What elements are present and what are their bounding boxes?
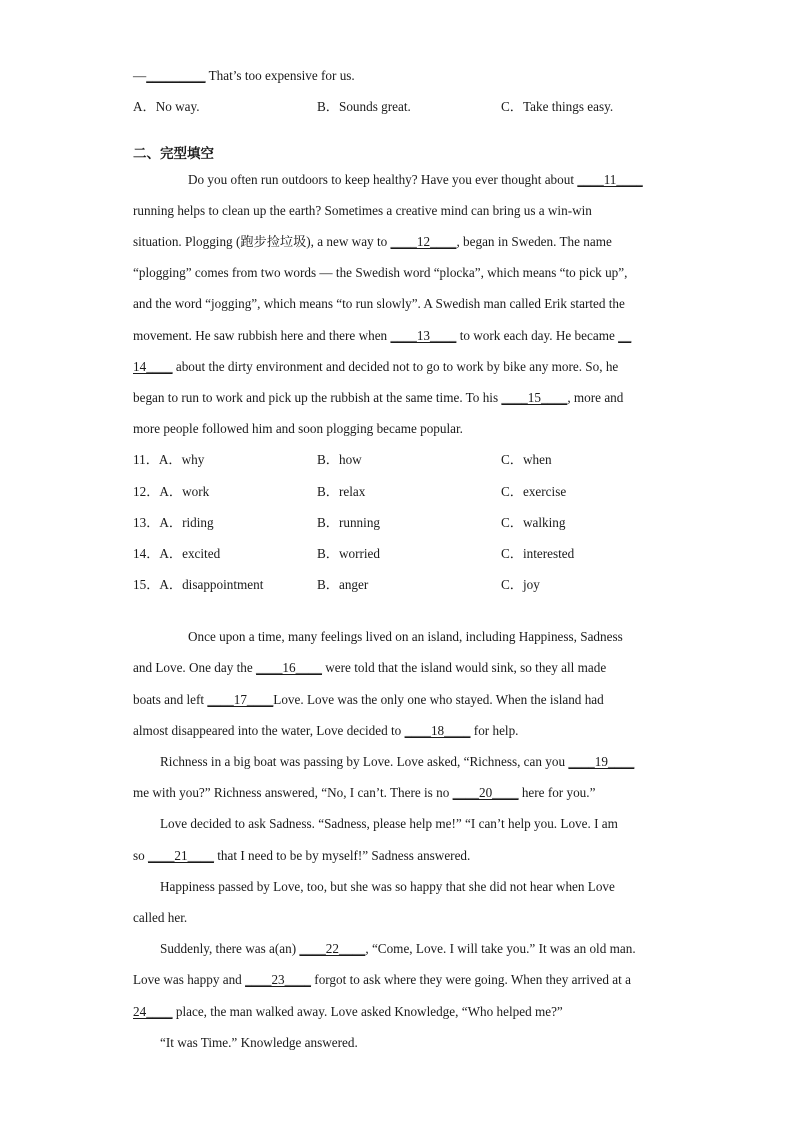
passage2-line: 24____ place, the man walked away. Love asked Knowledge, “Who helped me?” — [133, 1004, 563, 1019]
question-13-option-c: C．walking — [501, 515, 566, 530]
passage2-line: Happiness passed by Love, too, but she was so happy that she did not hear when Love — [160, 879, 615, 894]
passage1-line: running helps to clean up the earth? Sometimes a creative mind can bring us a win-win — [133, 203, 592, 218]
passage1-line: 14____ about the dirty environment and decided not to go to work by bike any more. So, he — [133, 359, 619, 374]
question-15-option-a: 15．A．disappointment — [133, 577, 264, 592]
option-c: C．Take things easy. — [501, 99, 614, 114]
question-15-option-c: C．joy — [501, 577, 540, 592]
question-13-option-a: 13．A．riding — [133, 515, 214, 530]
passage2-line: Richness in a big boat was passing by Love. Love asked, “Richness, can you ____19____ — [160, 754, 635, 769]
passage2-line: Love decided to ask Sadness. “Sadness, please help me!” “I can’t help you. Love. I am — [160, 816, 618, 831]
question-13-option-b: B．running — [317, 515, 381, 530]
section-title: 二、完型填空 — [133, 146, 214, 162]
answer-blank[interactable]: ____15____ — [501, 390, 568, 405]
question-12-option-b: B．relax — [317, 484, 366, 499]
passage2-line: almost disappeared into the water, Love decided to ____18____ for help. — [133, 723, 519, 738]
answer-blank[interactable]: ____11____ — [577, 172, 643, 187]
question-11-option-a: 11．A．why — [133, 452, 205, 467]
answer-blank[interactable]: __ — [618, 328, 632, 343]
question-14-option-b: B．worried — [317, 546, 380, 561]
passage1-line: “plogging” comes from two words — the Swedish word “plocka”, which means “to pick up”, — [133, 265, 628, 280]
passage2-line: boats and left ____17____Love. Love was the only one who stayed. When the island had — [133, 692, 604, 707]
answer-blank[interactable]: ____17____ — [207, 692, 274, 707]
passage2-line: Love was happy and ____23____ forgot to ask where they were going. When they arrived at a — [133, 972, 631, 987]
question-11-option-b: B．how — [317, 452, 362, 467]
answer-blank[interactable]: ____19____ — [568, 754, 635, 769]
passage2-line: Once upon a time, many feelings lived on an island, including Happiness, Sadness — [188, 629, 623, 644]
answer-blank[interactable]: 24____ — [133, 1004, 173, 1019]
answer-blank[interactable]: ____16____ — [256, 660, 322, 675]
option-a: A．No way. — [133, 99, 200, 114]
question-12-option-c: C．exercise — [501, 484, 567, 499]
passage1-line: movement. He saw rubbish here and there when ____13____ to work each day. He became __ — [133, 328, 632, 343]
answer-blank[interactable]: ____22____ — [299, 941, 366, 956]
passage1-line: began to run to work and pick up the rubbish at the same time. To his ____15____, more and — [133, 390, 624, 405]
passage2-line: so ____21____ that I need to be by myself!” Sadness answered. — [133, 848, 471, 863]
prev-question-stem: —_________ That’s too expensive for us. — [133, 68, 355, 83]
passage2-line: called her. — [133, 910, 188, 925]
answer-blank[interactable]: ____13____ — [390, 328, 457, 343]
passage2-line: and Love. One day the ____16____ were told that the island would sink, so they all made — [133, 660, 607, 675]
answer-blank[interactable]: ____20____ — [452, 785, 519, 800]
passage1-line: and the word “jogging”, which means “to run slowly”. A Swedish man called Erik started the — [133, 296, 625, 311]
passage1-line: Do you often run outdoors to keep healthy? Have you ever thought about ____11____ — [188, 172, 643, 187]
answer-blank[interactable]: 14____ — [133, 359, 173, 374]
answer-blank[interactable]: ____12____ — [390, 234, 457, 249]
question-11-option-c: C．when — [501, 452, 552, 467]
passage2-line: “It was Time.” Knowledge answered. — [160, 1035, 358, 1050]
question-15-option-b: B．anger — [317, 577, 369, 592]
passage2-line: Suddenly, there was a(an) ____22____, “Come, Love. I will take you.” It was an old man. — [160, 941, 636, 956]
option-b: B．Sounds great. — [317, 99, 411, 114]
passage1-line: situation. Plogging (跑步捡垃圾), a new way to ____12____, began in Sweden. The name — [133, 234, 612, 249]
passage2-line: me with you?” Richness answered, “No, I can’t. There is no ____20____ here for you.” — [133, 785, 596, 800]
question-14-option-a: 14．A．excited — [133, 546, 221, 561]
question-12-option-a: 12．A．work — [133, 484, 210, 499]
question-14-option-c: C．interested — [501, 546, 575, 561]
passage1-line: more people followed him and soon plogging became popular. — [133, 421, 463, 436]
answer-blank[interactable]: ____18____ — [404, 723, 471, 738]
answer-blank[interactable]: ____21____ — [148, 848, 214, 863]
answer-blank[interactable]: _________ — [146, 68, 206, 83]
answer-blank[interactable]: ____23____ — [245, 972, 311, 987]
